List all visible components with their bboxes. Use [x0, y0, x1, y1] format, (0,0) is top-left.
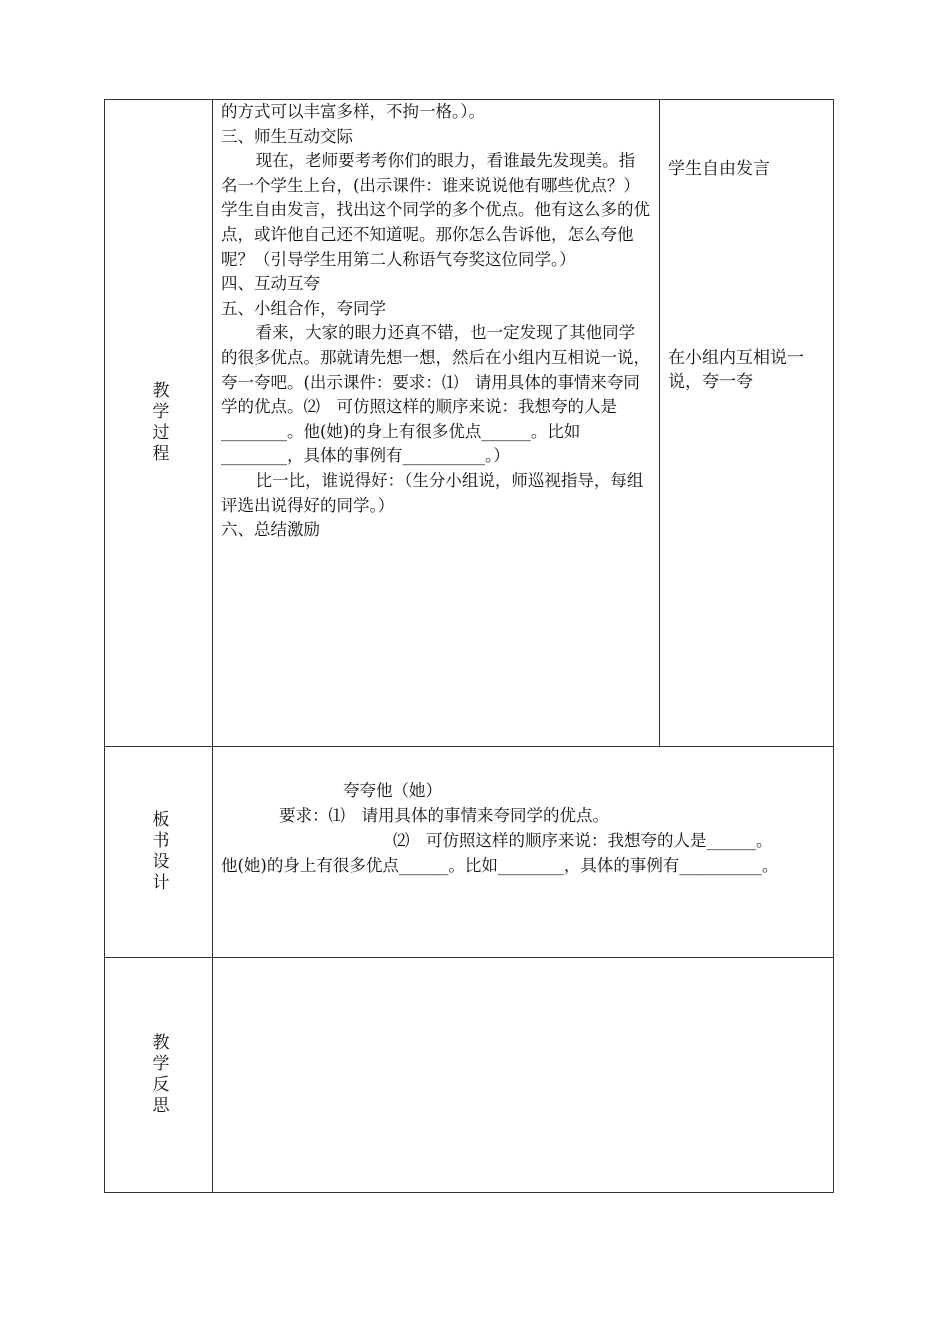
board-content [213, 747, 833, 878]
board-label-cell [105, 747, 213, 958]
process-heading: 六、总结激励 [221, 520, 320, 540]
process-label-cell [105, 100, 213, 747]
process-content-cell [213, 100, 660, 747]
reflection-content-cell [213, 958, 834, 1193]
board-content-cell [213, 747, 834, 958]
process-content [213, 100, 659, 543]
side-note: 学生自由发言 [668, 159, 770, 179]
reflection-label: 教学反思 [148, 1033, 169, 1117]
process-row [105, 100, 834, 747]
lesson-plan-table [104, 99, 834, 1193]
process-heading: 五、小组合作，夸同学 [221, 298, 386, 318]
board-label: 板书设计 [148, 810, 169, 894]
process-paragraph: 现在，老师要考考你们的眼力，看谁最先发现美。指名一个学生上台，(出示课件：谁来说说他有哪些优点？）学生自由发言，找出这个同学的多个优点。他有这么多的优点，或许他自己还不知道呢。那你怎么告诉他，怎么夸他呢？（引导学生用第二人称语气夸奖这位同学。） [221, 151, 650, 269]
process-paragraph: 看来，大家的眼力还真不错，也一定发现了其他同学的很多优点。那就请先想一想，然后在小组内互相说一说，夸一夸吧。(出示课件：要求：⑴ 请用具体的事情来夸同学的优点。⑵ 可仿照这样的顺序来说：我想夸的人是________。他(她)的身上有很多优点______。比如________，具体的事例有__________。） [221, 323, 650, 466]
board-row [105, 747, 834, 958]
reflection-row [105, 958, 834, 1193]
board-title: 夸夸他（她） [343, 781, 442, 800]
process-heading: 四、互动互夸 [221, 274, 320, 294]
process-side-cell [660, 100, 834, 747]
board-requirement-3: 他(她)的身上有很多优点______。比如________，具体的事例有__________。 [221, 856, 779, 875]
board-requirement-1: 要求：⑴ 请用具体的事情来夸同学的优点。 [279, 806, 609, 825]
reflection-label-cell [105, 958, 213, 1193]
side-note: 在小组内互相说一说，夸一夸 [668, 347, 804, 393]
process-heading: 三、师生互动交际 [221, 126, 353, 146]
process-paragraph: 比一比，谁说得好：（生分小组说，师巡视指导，每组评选出说得好的同学。） [221, 470, 644, 515]
process-label: 教学过程 [148, 381, 169, 465]
process-line: 的方式可以丰富多样，不拘一格。）。 [221, 102, 485, 121]
board-requirement-2: ⑵ 可仿照这样的顺序来说：我想夸的人是______。 [393, 831, 773, 850]
